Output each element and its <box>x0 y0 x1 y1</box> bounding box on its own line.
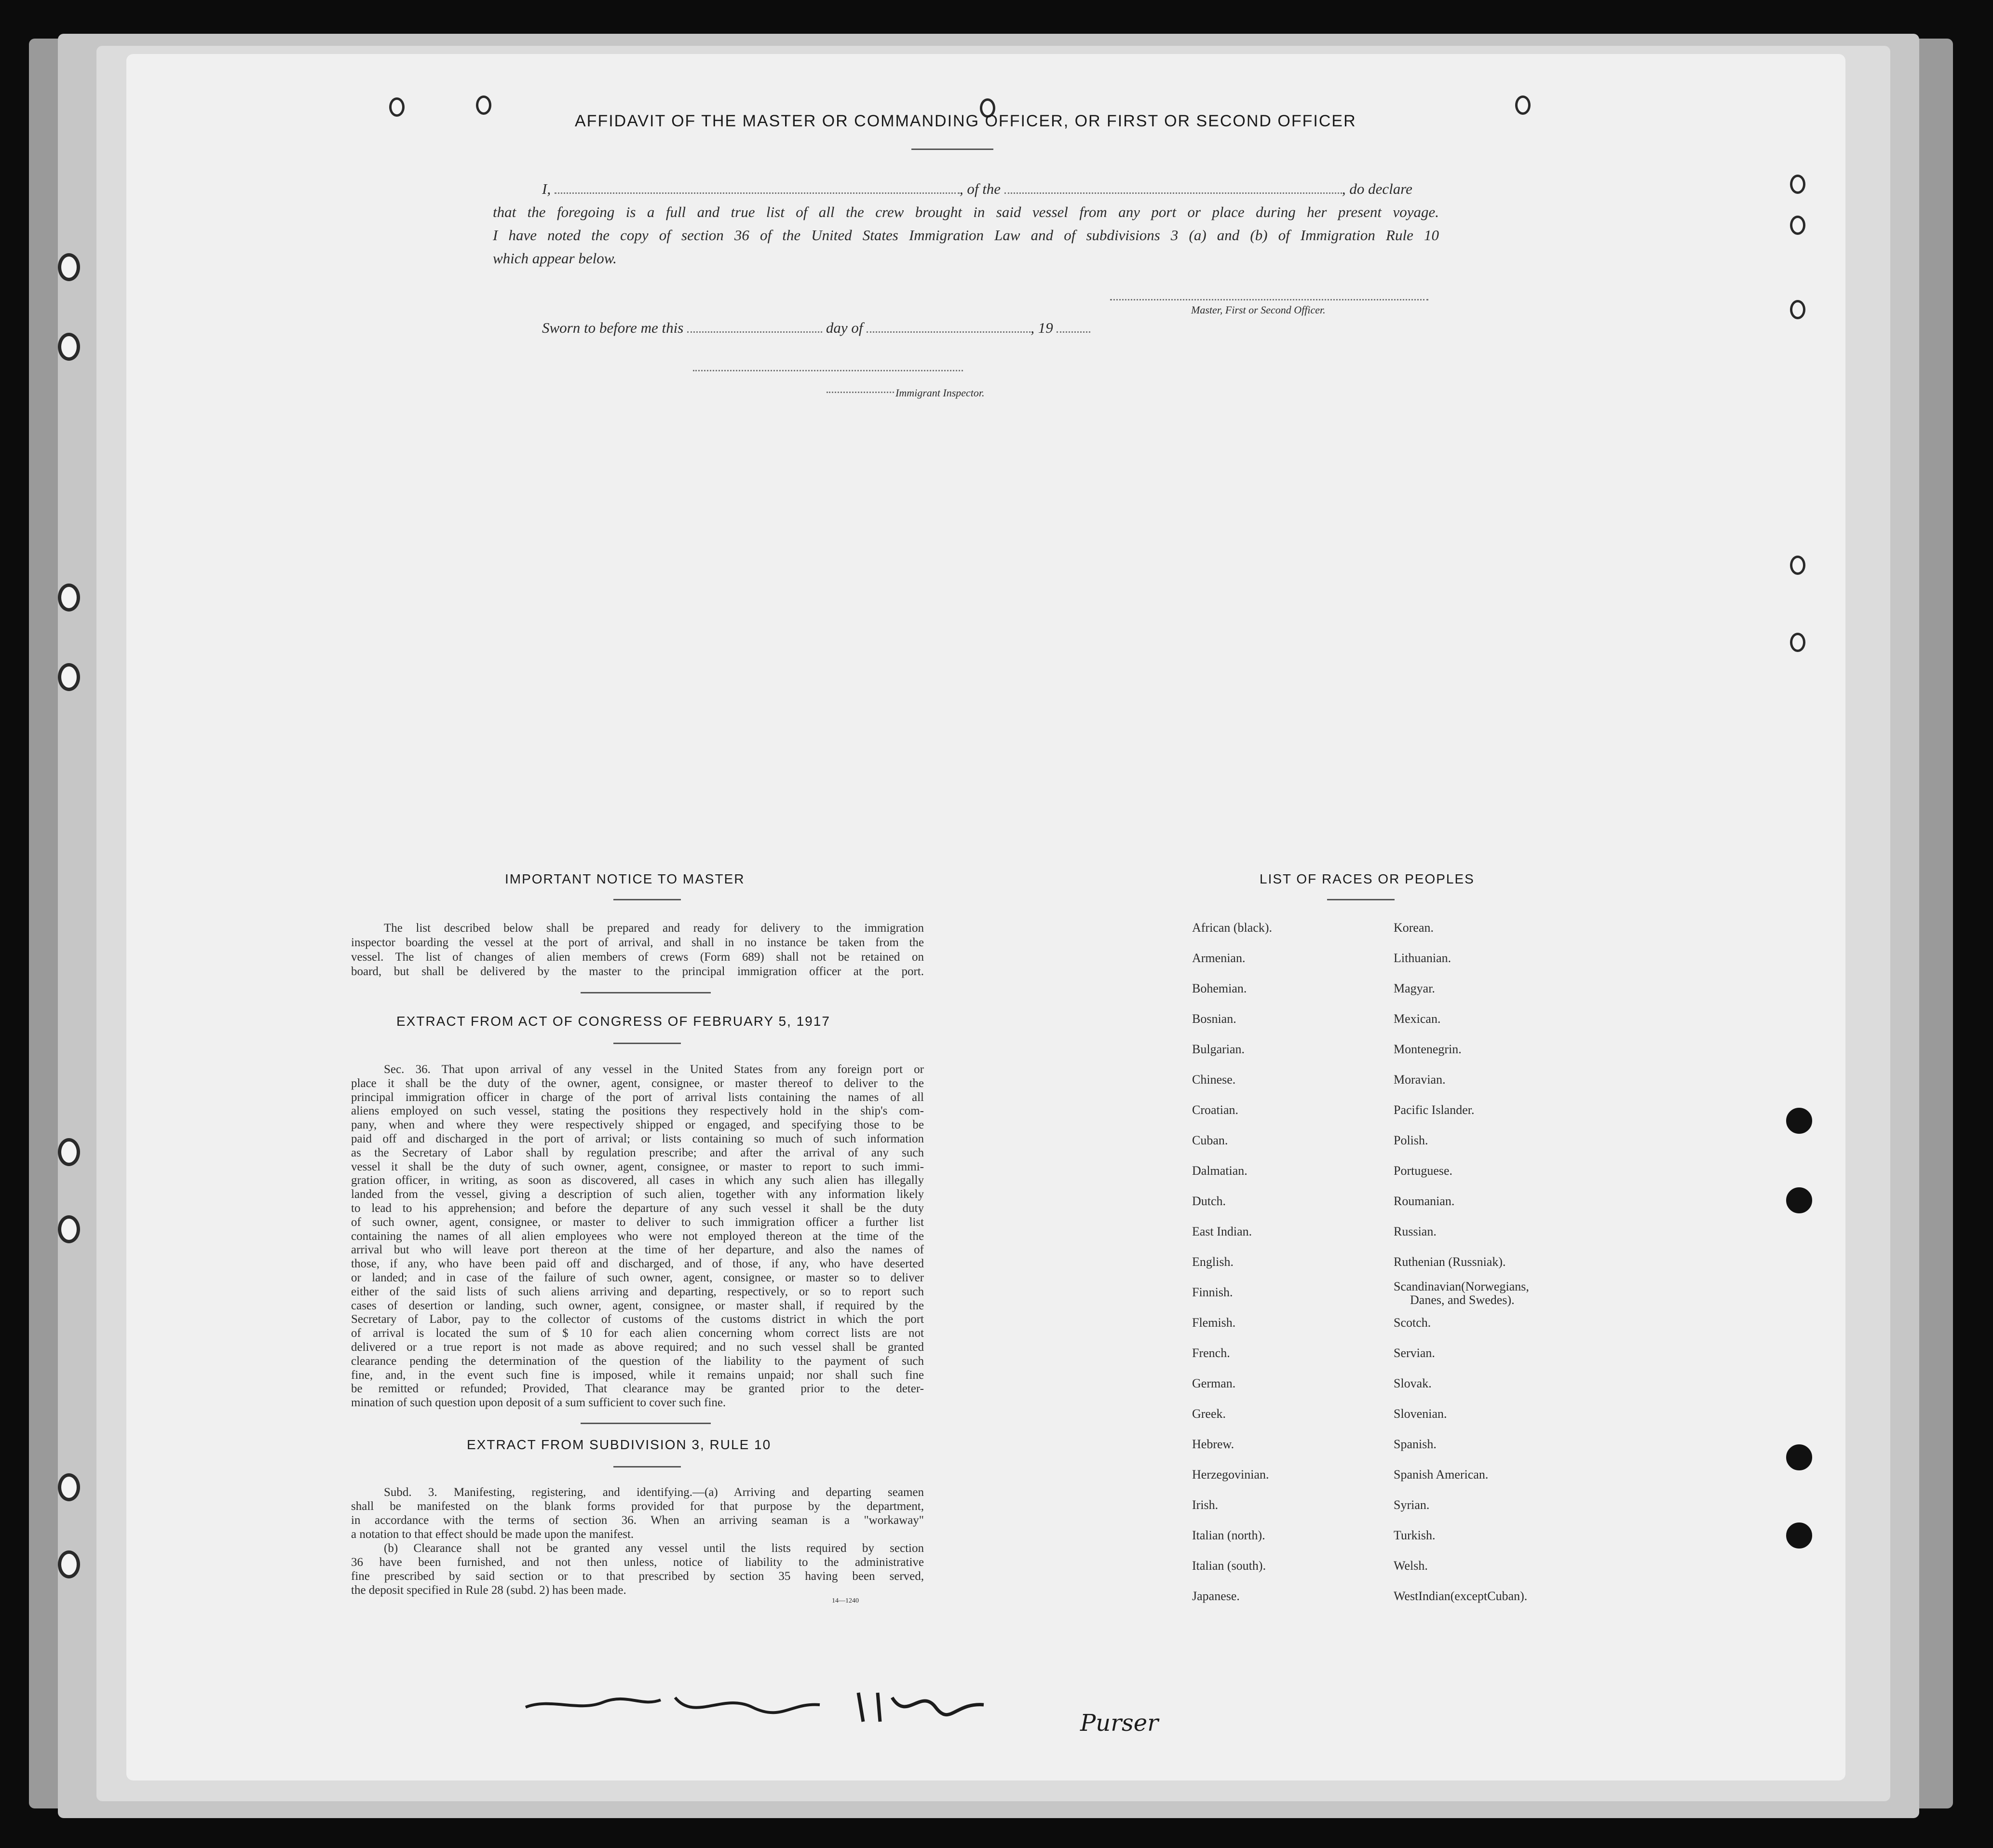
race-item-continuation: Danes, and Swedes). <box>1410 1293 1515 1307</box>
act-line: cases of desertion or landing, such owner, agent, consignee, or master shall, if required by the <box>351 1299 924 1312</box>
rule-line: shall be manifested on the blank forms provided for that purpose by the department, <box>351 1500 924 1513</box>
race-item: Scandinavian(Norwegians, <box>1394 1279 1529 1293</box>
act-line: gration officer, in writing, as soon as discovered, all cases in which any such alien has illegally <box>351 1174 924 1187</box>
act-line: pany, when and where they were respectively shipped or engaged, and specifying those to be <box>351 1118 924 1132</box>
race-item: Mexican. <box>1394 1012 1441 1026</box>
notice-title: IMPORTANT NOTICE TO MASTER <box>505 871 745 886</box>
binder-hole-left-5 <box>58 1138 80 1166</box>
binder-hole-right-6 <box>1786 1108 1812 1134</box>
notice-title-rule <box>613 899 681 900</box>
officer-signature-line[interactable] <box>1110 299 1428 300</box>
race-item: Portuguese. <box>1394 1164 1453 1178</box>
race-item: Welsh. <box>1394 1559 1428 1573</box>
act-line: Sec. 36. That upon arrival of any vessel in the United States from any foreign port or <box>384 1063 924 1076</box>
act-line: paid off and discharged in the port of arrival; or lists containing so much of such information <box>351 1132 924 1145</box>
race-item: Magyar. <box>1394 981 1435 995</box>
extract-act-body <box>351 1063 924 1410</box>
race-item: Irish. <box>1192 1498 1219 1512</box>
act-line: to lead to his apprehension; and before the departure of any such vessel it shall be the duty <box>351 1201 924 1215</box>
race-item: Flemish. <box>1192 1316 1236 1330</box>
race-item: Croatian. <box>1192 1103 1239 1117</box>
notice-divider <box>581 992 711 993</box>
vessel-name-field[interactable] <box>1004 192 1342 194</box>
binder-hole-right-8 <box>1786 1444 1812 1470</box>
races-title-rule <box>1327 899 1395 900</box>
binder-hole-left-3 <box>58 584 80 611</box>
binder-hole-left-1 <box>58 253 80 281</box>
race-item: Bosnian. <box>1192 1012 1236 1026</box>
race-item: Slovenian. <box>1394 1407 1447 1421</box>
act-line: aliens employed on such vessel, stating the positions they respectively hold in the ship's com- <box>351 1104 924 1118</box>
binder-hole-left-6 <box>58 1215 80 1243</box>
race-item: Italian (south). <box>1192 1559 1266 1573</box>
race-item: East Indian. <box>1192 1224 1252 1238</box>
act-line: either of the said lists of such aliens arriving and departing, respectively, or so to report such <box>351 1285 924 1298</box>
race-item: Ruthenian (Russniak). <box>1394 1255 1506 1269</box>
sworn-month-field[interactable] <box>867 331 1030 333</box>
race-item: Japanese. <box>1192 1589 1240 1603</box>
inspector-signature-line[interactable] <box>693 370 963 371</box>
race-item: Slovak. <box>1394 1376 1432 1390</box>
extract-rule-body <box>351 1485 924 1597</box>
master-name-field[interactable] <box>555 192 960 194</box>
notice-body <box>351 921 924 979</box>
act-line: place it shall be the duty of the owner, agent, consignee, or master thereof to deliver to the <box>351 1076 924 1090</box>
binder-hole-right-4 <box>1790 556 1805 575</box>
act-line: those, if any, who have been paid off and discharged, and of those, if any, who have deserted <box>351 1257 924 1271</box>
act-line: clearance pending the determination of the question of the liability to the payment of such <box>351 1354 924 1368</box>
notice-line: board, but shall be delivered by the master to the principal immigration officer at the port. <box>351 965 924 978</box>
rule-line: a notation to that effect should be made upon the manifest. <box>351 1528 634 1541</box>
affidavit-line-2: I have noted the copy of section 36 of the United States Immigration Law and of subdivisions 3 (a) and (b) of Immigration Rule 10 <box>493 227 1439 244</box>
race-item: Turkish. <box>1394 1528 1436 1542</box>
race-item: German. <box>1192 1376 1236 1390</box>
act-line: mination of such question upon deposit of a sum sufficient to cover such fine. <box>351 1396 726 1410</box>
binder-hole-right-2 <box>1790 216 1805 235</box>
race-item: Roumanian. <box>1394 1194 1455 1208</box>
race-item: Chinese. <box>1192 1073 1236 1087</box>
binder-hole-left-2 <box>58 333 80 361</box>
scrawl-stroke-2 <box>675 1698 820 1712</box>
race-item: African (black). <box>1192 921 1273 935</box>
rule-line: Subd. 3. Manifesting, registering, and identifying.—(a) Arriving and departing seamen <box>384 1486 924 1499</box>
race-item: French. <box>1192 1346 1230 1360</box>
race-item: English. <box>1192 1255 1234 1269</box>
race-item: WestIndian(exceptCuban). <box>1394 1589 1528 1603</box>
sworn-year-field[interactable] <box>1057 331 1090 333</box>
sworn-day-field[interactable] <box>687 331 822 333</box>
rule-line: the deposit specified in Rule 28 (subd. 2) has been made. <box>351 1584 626 1597</box>
race-item: Pacific Islander. <box>1394 1103 1475 1117</box>
race-item: Montenegrin. <box>1394 1042 1462 1056</box>
extract-act-divider <box>581 1423 711 1424</box>
notice-line: The list described below shall be prepared and ready for delivery to the immigration <box>384 922 924 935</box>
binder-hole-left-7 <box>58 1473 80 1501</box>
race-item: Greek. <box>1192 1407 1226 1421</box>
race-item: Russian. <box>1394 1224 1437 1238</box>
binder-hole-right-3 <box>1790 300 1805 319</box>
race-item: Hebrew. <box>1192 1437 1234 1451</box>
race-item: Spanish American. <box>1394 1468 1489 1481</box>
act-line: of such owner, agent, consignee, or master to deliver to such immigration officer a further list <box>351 1215 924 1229</box>
act-line: of arrival is located the sum of $ 10 for each alien concerning whom correct lists are not <box>351 1327 924 1340</box>
race-item: Servian. <box>1394 1346 1435 1360</box>
extract-rule-title: EXTRACT FROM SUBDIVISION 3, RULE 10 <box>467 1437 772 1452</box>
binder-hole-right-9 <box>1786 1522 1812 1549</box>
affidavit-of-the-label: , of the <box>959 180 1001 197</box>
inspector-signature-dots <box>827 392 894 393</box>
notice-line: inspector boarding the vessel at the port of arrival, and shall in no instance be taken from the <box>351 936 924 949</box>
binder-hole-top-4 <box>1515 95 1531 115</box>
affidavit-line-3: which appear below. <box>493 250 617 267</box>
race-item: Herzegovinian. <box>1192 1468 1269 1481</box>
binder-hole-right-5 <box>1790 633 1805 652</box>
extract-rule-title-rule <box>613 1466 681 1468</box>
manifest-sheet <box>126 54 1845 1780</box>
act-line: principal immigration officer in charge of the port of arrival lists containing the names of all <box>351 1090 924 1104</box>
affidavit-title-rule <box>911 149 993 150</box>
race-item: Armenian. <box>1192 951 1246 965</box>
notice-line: vessel. The list of changes of alien members of crews (Form 689) shall not be retained on <box>351 951 924 964</box>
act-line: arrival but who will leave port thereon at the time of her departure, and also the names of <box>351 1243 924 1257</box>
race-item: Bulgarian. <box>1192 1042 1245 1056</box>
race-item: Italian (north). <box>1192 1528 1265 1542</box>
binder-hole-right-7 <box>1786 1187 1812 1213</box>
act-line: be remitted or refunded; Provided, That clearance may be granted prior to the deter- <box>351 1382 924 1396</box>
race-item: Scotch. <box>1394 1316 1431 1330</box>
act-line: delivered or a true report is not made as above required; and no such vessel shall be granted <box>351 1340 924 1354</box>
affidavit-line-1: that the foregoing is a full and true list of all the crew brought in said vessel from any port or place during her present voyage. <box>493 204 1439 220</box>
act-line: Secretary of Labor, pay to the collector of customs of the customs district in which the port <box>351 1313 924 1326</box>
purser-note: Purser <box>1080 1710 1159 1737</box>
rule-line: (b) Clearance shall not be granted any vessel until the lists required by section <box>384 1542 924 1555</box>
day-of-label: day of <box>826 319 863 336</box>
binder-hole-top-2 <box>476 95 491 115</box>
act-line: containing the names of all alien employees who were not employed thereon at the time of the <box>351 1229 924 1243</box>
race-item: Polish. <box>1394 1133 1428 1147</box>
race-item: Korean. <box>1394 921 1434 935</box>
races-title: LIST OF RACES OR PEOPLES <box>1260 871 1475 886</box>
sworn-label: Sworn to before me this <box>542 319 684 336</box>
form-number: 14—1240 <box>832 1597 859 1604</box>
rule-line: 36 have been furnished, and not then unless, notice of liability to the administrative <box>351 1556 924 1569</box>
race-item: Dalmatian. <box>1192 1164 1247 1178</box>
affidavit-declaration-line <box>542 180 1439 198</box>
affidavit-title: AFFIDAVIT OF THE MASTER OR COMMANDING OFFICER, OR FIRST OR SECOND OFFICER <box>575 112 1356 130</box>
rule-line: fine prescribed by said section or to that prescribed by section 35 having been served, <box>351 1570 924 1583</box>
binder-hole-left-4 <box>58 663 80 691</box>
race-item: Dutch. <box>1192 1194 1226 1208</box>
race-item: Syrian. <box>1394 1498 1430 1512</box>
act-line: landed from the vessel, giving a description of such alien, together with any information likely <box>351 1188 924 1201</box>
race-item: Lithuanian. <box>1394 951 1451 965</box>
race-item: Moravian. <box>1394 1073 1446 1087</box>
scrawl-stroke-1 <box>526 1699 661 1707</box>
race-item: Bohemian. <box>1192 981 1247 995</box>
binder-hole-left-8 <box>58 1550 80 1578</box>
inspector-signature-caption: Immigrant Inspector. <box>895 387 985 399</box>
race-item: Spanish. <box>1394 1437 1437 1451</box>
extract-act-title: EXTRACT FROM ACT OF CONGRESS OF FEBRUARY 5, 1917 <box>396 1014 830 1029</box>
race-item: Cuban. <box>1192 1133 1228 1147</box>
binder-hole-right-1 <box>1790 175 1805 194</box>
act-line: or landed; and in case of the failure of such owner, agent, consignee, or master so to deliver <box>351 1271 924 1284</box>
race-item: Finnish. <box>1192 1285 1233 1299</box>
scrawl-stroke-3 <box>858 1693 984 1722</box>
extract-act-title-rule <box>613 1043 681 1044</box>
affidavit-do-declare-label: , do declare <box>1342 180 1412 197</box>
act-line: as the Secretary of Labor shall by regulation prescribe; and after the arrival of any such <box>351 1146 924 1159</box>
rule-line: in accordance with the terms of section 36. When an arriving seaman is a "workaway" <box>351 1514 924 1527</box>
sworn-line <box>542 319 1090 337</box>
act-line: vessel it shall be the duty of such owner, agent, consignee, or master to report to such immi- <box>351 1160 924 1173</box>
officer-signature-caption: Master, First or Second Officer. <box>1191 304 1326 316</box>
act-line: fine, and, in the event such fine is imposed, while it remains unpaid; nor shall such fine <box>351 1368 924 1382</box>
affidavit-i-label: I, <box>542 180 551 197</box>
year-prefix-label: , 19 <box>1030 319 1053 336</box>
binder-hole-top-1 <box>389 97 405 117</box>
